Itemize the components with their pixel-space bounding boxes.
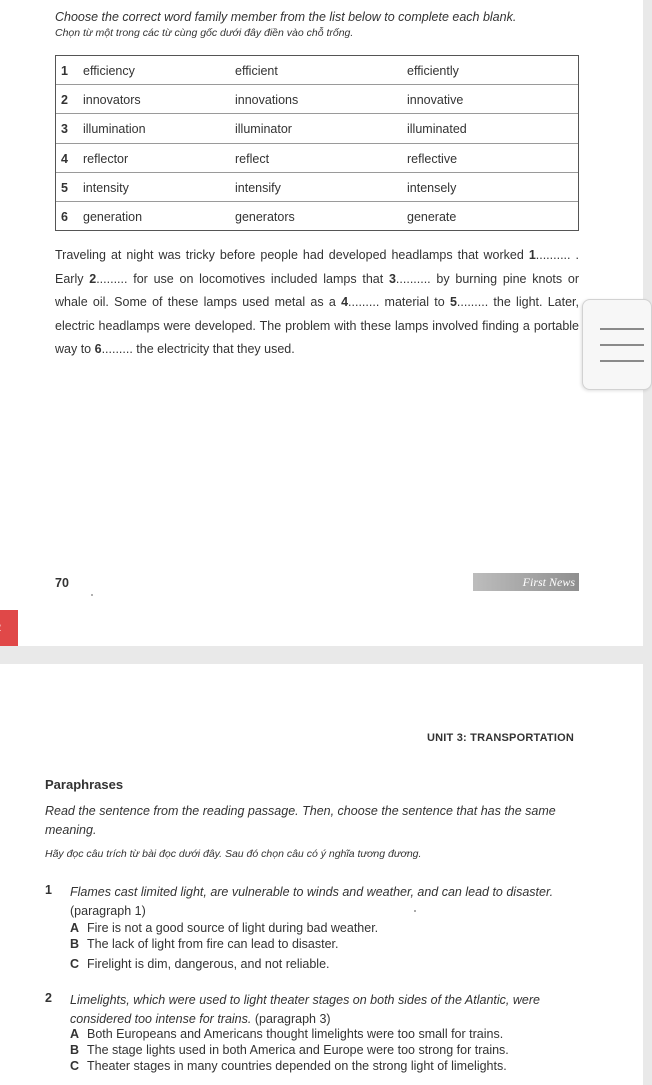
- unit-title: UNIT 3: TRANSPORTATION: [427, 732, 574, 744]
- blank-number-6: 6: [94, 342, 102, 357]
- word-family-row: [56, 144, 578, 173]
- blank-number-5: 5: [449, 295, 457, 310]
- word-verb: intensify: [235, 180, 281, 195]
- speck: [91, 594, 93, 596]
- word-adjective: innovative: [407, 93, 464, 108]
- page-edge-tab[interactable]: [0, 610, 18, 646]
- passage-text: Traveling at night was tricky before people had developed headlamps that worked: [55, 248, 529, 262]
- page-number: 70: [55, 576, 69, 590]
- question-sentence: Limelights, which were used to light theater stages on both sides of the Atlantic, were considered too intense for trains.: [70, 993, 540, 1026]
- option-letter: C: [70, 1059, 80, 1073]
- textbook-page-unit-3: [0, 664, 643, 1085]
- menu-icon-line: [600, 360, 644, 362]
- blank-number-1: 1: [528, 248, 536, 262]
- answer-option-b[interactable]: [70, 936, 339, 952]
- word-family-row: [56, 202, 578, 231]
- word-adjective: efficient: [235, 64, 278, 78]
- word-noun-agent: illuminator: [235, 122, 292, 137]
- blank-number-2: 2: [89, 271, 97, 286]
- publisher-badge: First News: [473, 573, 579, 591]
- row-number: 3: [61, 122, 68, 137]
- answer-option-b[interactable]: [70, 1042, 509, 1058]
- option-letter: C: [70, 957, 80, 971]
- passage-text: .......... by burning pine knots or whale oil. Some of these lamps used metal as a: [55, 271, 579, 310]
- word-noun: generation: [83, 210, 143, 224]
- passage-text: ......... the light. Later, electric headlamps were developed. The problem with these lamps involved finding a portable way to: [55, 295, 579, 357]
- exercise-instruction-english: Read the sentence from the reading passage. Then, choose the sentence that has the same meaning.: [45, 804, 556, 837]
- answer-option-a[interactable]: [70, 920, 378, 936]
- exercise-instruction-vietnamese: Hãy đọc câu trích từ bài đọc dưới đây. Sau đó chọn câu có ý nghĩa tương đương.: [45, 848, 422, 860]
- option-text: Both Europeans and Americans thought limelights were too small for trains.: [87, 1027, 504, 1041]
- word-family-table: [55, 55, 579, 231]
- option-letter: B: [70, 937, 80, 951]
- paragraph-reference: (paragraph 3): [254, 1011, 331, 1026]
- exercise-instruction-english: Choose the correct word family member from the list below to complete each blank.: [55, 10, 517, 24]
- word-verb: reflect: [235, 151, 270, 166]
- word-adverb: efficiently: [407, 64, 459, 78]
- blank-number-4: 4: [341, 295, 349, 310]
- paragraph-reference: (paragraph 1): [70, 903, 146, 918]
- cloze-passage: [55, 244, 579, 362]
- row-number: 4: [61, 151, 68, 166]
- passage-text: ......... the electricity that they used.: [101, 342, 295, 357]
- word-noun: innovators: [83, 93, 141, 108]
- option-text: Theater stages in many countries depended on the strong light of limelights.: [87, 1059, 507, 1073]
- passage-text: ......... for use on locomotives included lamps that: [96, 271, 389, 286]
- word-noun: efficiency: [83, 64, 135, 78]
- answer-option-a[interactable]: [70, 1026, 503, 1042]
- word-family-row: [56, 56, 578, 85]
- question-number: 1: [45, 883, 52, 897]
- blank-number-3: 3: [388, 271, 396, 286]
- exercise-instruction-vietnamese: Chọn từ một trong các từ cùng gốc dưới đây điền vào chỗ trống.: [55, 27, 354, 39]
- option-text: Fire is not a good source of light during bad weather.: [87, 921, 379, 935]
- row-number: 5: [61, 180, 68, 195]
- option-text: The lack of light from fire can lead to disaster.: [87, 937, 339, 951]
- row-number: 6: [61, 210, 68, 224]
- word-family-row: [56, 85, 578, 114]
- word-noun-plural: generators: [235, 210, 295, 224]
- word-verb: generate: [407, 210, 457, 224]
- row-number: 1: [61, 64, 68, 78]
- passage-text: ......... material to: [348, 295, 450, 310]
- passage-text: .......... . Early: [55, 248, 579, 286]
- menu-icon-line: [600, 328, 644, 330]
- word-noun: reflector: [83, 151, 129, 166]
- answer-option-c[interactable]: [70, 1058, 507, 1074]
- option-text: The stage lights used in both America and Europe were too strong for trains.: [87, 1043, 509, 1057]
- word-noun: illumination: [83, 122, 146, 137]
- word-adjective: illuminated: [407, 122, 467, 137]
- row-number: 2: [61, 93, 68, 108]
- answer-option-c[interactable]: [70, 956, 330, 972]
- word-adverb: intensely: [407, 180, 457, 195]
- question-number: 2: [45, 991, 52, 1005]
- option-letter: A: [70, 921, 80, 935]
- question-sentence: Flames cast limited light, are vulnerable to winds and weather, and can lead to disaster.: [70, 885, 554, 899]
- question-stem: [70, 883, 570, 920]
- option-letter: A: [70, 1027, 80, 1041]
- menu-icon-line: [600, 344, 644, 346]
- option-letter: B: [70, 1043, 80, 1057]
- section-title: Paraphrases: [45, 777, 124, 792]
- word-noun-plural: innovations: [235, 93, 299, 108]
- word-noun: intensity: [83, 180, 129, 195]
- option-text: Firelight is dim, dangerous, and not reliable.: [87, 957, 330, 971]
- word-family-row: [56, 114, 578, 143]
- word-adjective: reflective: [407, 151, 458, 166]
- side-menu-handle[interactable]: [582, 299, 652, 390]
- word-family-row: [56, 173, 578, 202]
- question-stem: [70, 991, 570, 1028]
